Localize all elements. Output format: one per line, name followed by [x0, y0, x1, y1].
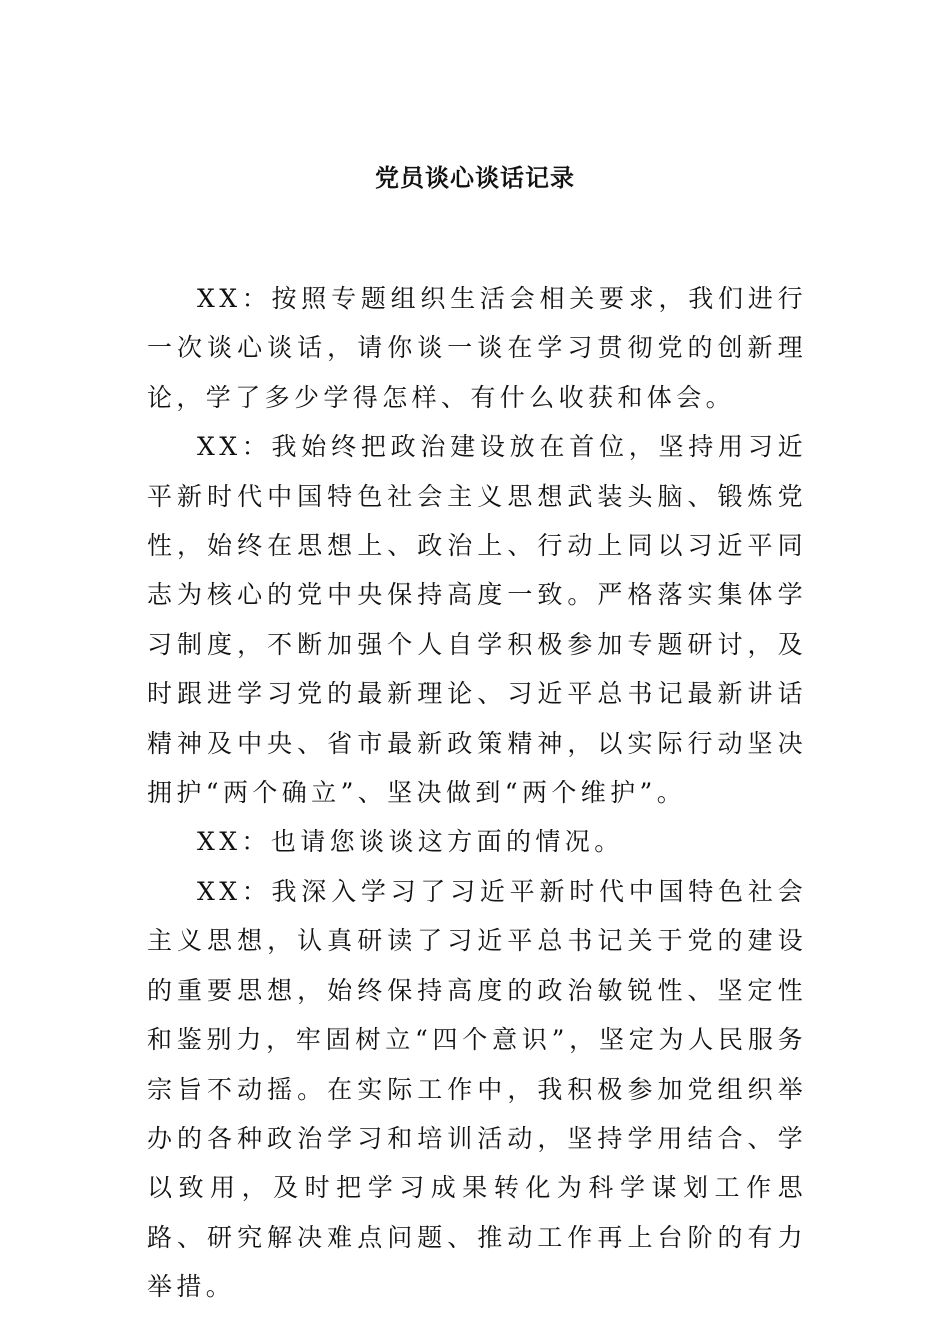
document-body [147, 274, 807, 1312]
document-title: 党员谈心谈话记录 [375, 163, 575, 192]
paragraph-1-question: XX：按照专题组织生活会相关要求，我们进行一次谈心谈话，请你谈一谈在学习贯彻党的创新理论，学了多少学得怎样、有什么收获和体会。 [147, 284, 807, 412]
paragraph-4-answer: XX：我深入学习了习近平新时代中国特色社会主义思想，认真研读了习近平总书记关于党的建设的重要思想，始终保持高度的政治敏锐性、坚定性和鉴别力，牢固树立“四个意识”，坚定为人民服务宗旨不动摇。在实际工作中，我积极参加党组织举办的各种政治学习和培训活动，坚持学用结合、学以致用，及时把学习成果转化为科学谋划工作思路、研究解决难点问题、推动工作再上台阶的有力举措。 [147, 876, 807, 1302]
paragraph-3-question: XX：也请您谈谈这方面的情况。 [197, 827, 624, 857]
paragraph-2-answer: XX：我始终把政治建设放在首位，坚持用习近平新时代中国特色社会主义思想武装头脑、锻炼党性，始终在思想上、政治上、行动上同以习近平同志为核心的党中央保持高度一致。严格落实集体学习制度，不断加强个人自学积极参加专题研讨，及时跟进学习党的最新理论、习近平总书记最新讲话精神及中央、省市最新政策精神，以实际行动坚决拥护“两个确立”、坚决做到“两个维护”。 [147, 432, 807, 808]
